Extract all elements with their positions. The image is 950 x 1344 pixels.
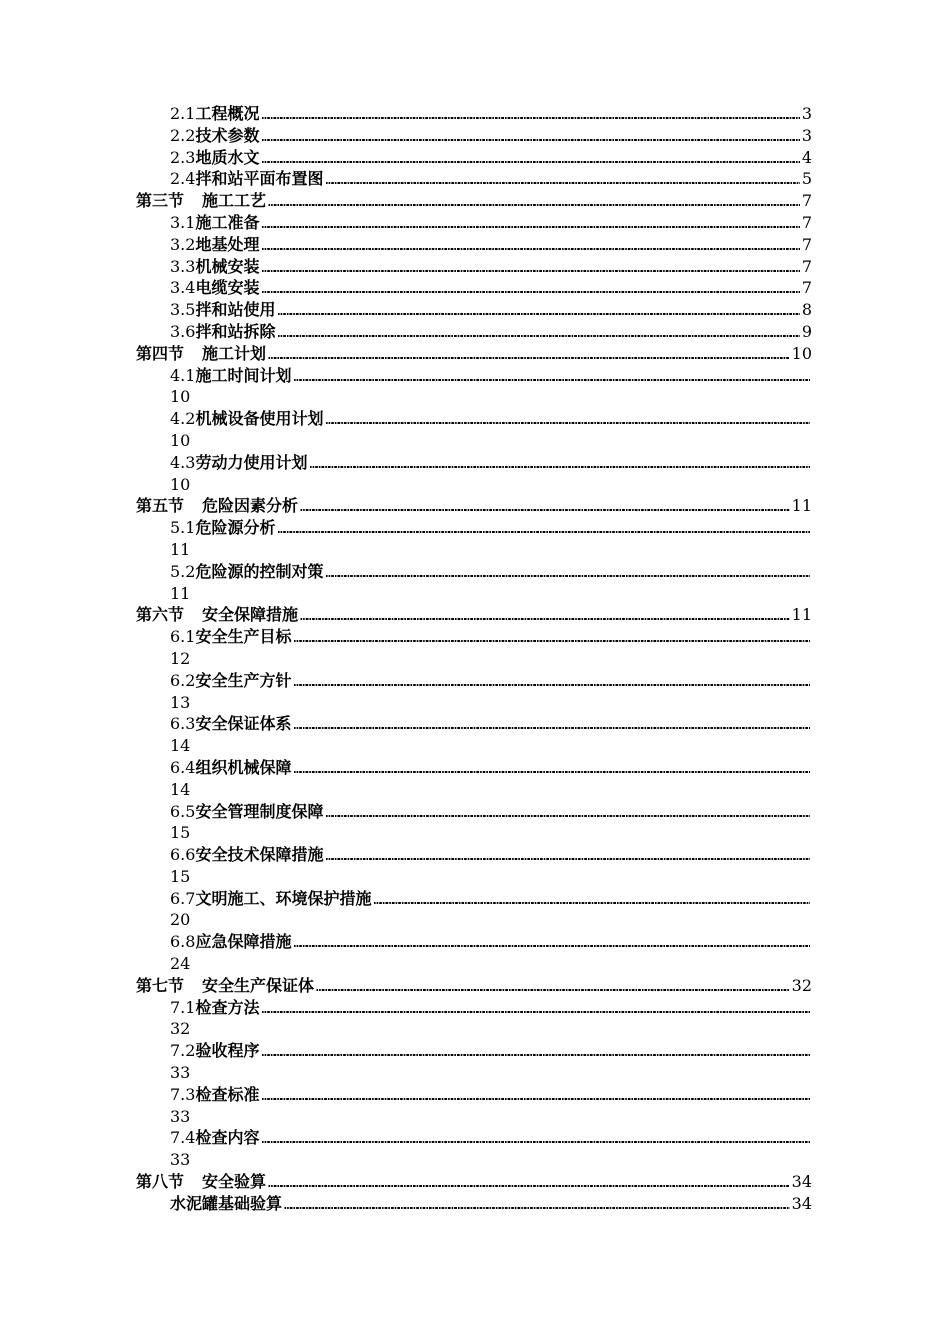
toc-page-number: 34 <box>791 1172 812 1192</box>
toc-entry-number: 第三节 <box>136 191 185 211</box>
toc-entry-number: 3.1 <box>170 212 196 232</box>
toc-entry-title: 拌和站平面布置图 <box>195 169 324 189</box>
toc-page-number: 5 <box>801 169 812 189</box>
toc-dot-leader <box>268 1173 790 1195</box>
toc-dot-leader <box>277 301 799 323</box>
toc-entry-number: 第五节 <box>136 496 185 516</box>
toc-entry-title: 机械安装 <box>195 256 260 276</box>
toc-subsection-entry[interactable] <box>136 517 812 539</box>
toc-entry-number: 2.4 <box>170 169 196 189</box>
toc-dot-leader <box>261 214 799 236</box>
toc-entry-title: 施工时间计划 <box>195 365 292 385</box>
toc-page-number: 20 <box>170 910 191 930</box>
toc-subsection-entry[interactable] <box>136 1127 812 1149</box>
toc-entry-number: 5.1 <box>170 518 196 538</box>
toc-section-entry[interactable] <box>136 343 812 365</box>
toc-entry-title: 拌和站使用 <box>195 300 276 320</box>
toc-subsection-entry[interactable] <box>136 452 812 474</box>
toc-entry-title: 施工工艺 <box>202 191 267 211</box>
toc-subsection-entry[interactable] <box>136 670 812 692</box>
toc-entry-number: 6.2 <box>170 670 196 690</box>
toc-entry-number: 2.3 <box>170 147 196 167</box>
toc-dot-leader <box>325 803 810 825</box>
toc-page-number: 7 <box>801 278 812 298</box>
toc-page-number: 7 <box>801 191 812 211</box>
toc-subsection-entry[interactable] <box>136 168 812 190</box>
toc-entry-number: 6.3 <box>170 714 196 734</box>
toc-subsection-entry[interactable] <box>136 757 812 779</box>
toc-dot-leader <box>261 999 810 1021</box>
toc-entry-number: 7.4 <box>170 1128 196 1148</box>
toc-entry-title: 验收程序 <box>195 1041 260 1061</box>
toc-entry-title: 安全技术保障措施 <box>195 845 324 865</box>
toc-subsection-entry[interactable] <box>136 103 812 125</box>
toc-page-number: 3 <box>801 104 812 123</box>
toc-subsection-entry[interactable] <box>136 888 812 910</box>
toc-entry-number: 4.1 <box>170 365 196 385</box>
toc-page-number: 32 <box>170 1019 191 1039</box>
toc-entry-title: 技术参数 <box>195 125 260 145</box>
toc-page-number: 3 <box>801 125 812 145</box>
toc-entry-title: 安全保障措施 <box>202 605 299 625</box>
toc-entry-number: 3.5 <box>170 300 196 320</box>
toc-entry-number: 5.2 <box>170 561 196 581</box>
toc-section-entry[interactable] <box>136 604 812 626</box>
toc-dot-leader <box>325 563 810 585</box>
toc-entry-title: 地质水文 <box>195 147 260 167</box>
toc-subsection-entry[interactable] <box>136 408 812 430</box>
toc-entry-title: 施工准备 <box>195 212 260 232</box>
toc-entry-title: 危险因素分析 <box>202 496 299 516</box>
toc-dot-leader <box>373 890 810 912</box>
toc-entry-title: 危险源的控制对策 <box>195 561 324 581</box>
toc-entry-number: 6.5 <box>170 801 196 821</box>
toc-page-number: 8 <box>801 300 812 320</box>
toc-entry-title: 安全管理制度保障 <box>195 801 324 821</box>
toc-entry-title: 组织机械保障 <box>195 757 292 777</box>
toc-dot-leader <box>300 497 790 519</box>
toc-dot-leader <box>261 258 799 280</box>
toc-entry-title: 文明施工、环境保护措施 <box>195 888 372 908</box>
toc-entry-number: 6.6 <box>170 845 196 865</box>
toc-subsection-entry[interactable] <box>136 997 812 1019</box>
toc-page-number: 33 <box>170 1063 191 1083</box>
toc-entry-title: 应急保障措施 <box>195 932 292 952</box>
toc-page-number: 9 <box>801 321 812 341</box>
toc-page-number: 10 <box>170 474 191 494</box>
toc-dot-leader <box>325 170 799 192</box>
toc-page-number: 11 <box>170 539 191 559</box>
toc-entry-title: 检查标准 <box>195 1084 260 1104</box>
toc-page-number: 13 <box>170 692 191 712</box>
toc-entry-title: 安全生产保证体 <box>202 975 315 995</box>
toc-subsection-entry[interactable] <box>136 321 812 343</box>
toc-entry-title: 安全生产方针 <box>195 670 292 690</box>
toc-entry-title: 工程概况 <box>195 104 260 123</box>
toc-entry-number: 2.2 <box>170 125 196 145</box>
toc-entry-title: 劳动力使用计划 <box>195 452 308 472</box>
toc-page-number: 10 <box>791 343 812 363</box>
toc-dot-leader <box>261 127 799 149</box>
toc-page-number: 11 <box>791 496 812 516</box>
toc-entry-title: 安全验算 <box>202 1172 267 1192</box>
toc-dot-leader <box>293 759 810 781</box>
toc-dot-leader <box>300 606 790 628</box>
toc-dot-leader <box>261 236 799 258</box>
toc-entry-title: 水泥罐基础验算 <box>170 1193 283 1213</box>
toc-page-number: 33 <box>170 1106 191 1126</box>
toc-dot-leader <box>261 1086 810 1108</box>
toc-entry-title: 安全生产目标 <box>195 627 292 647</box>
toc-dot-leader <box>268 192 800 214</box>
toc-page-number: 33 <box>170 1150 191 1170</box>
toc-entry-number: 3.2 <box>170 234 196 254</box>
toc-entry-title: 危险源分析 <box>195 518 276 538</box>
toc-entry-number: 7.2 <box>170 1041 196 1061</box>
toc-section-entry[interactable] <box>136 1171 812 1193</box>
toc-page-number: 11 <box>791 605 812 625</box>
toc-dot-leader <box>277 323 799 345</box>
toc-dot-leader <box>261 1129 810 1151</box>
toc-dot-leader <box>277 519 810 541</box>
toc-entry-number: 3.6 <box>170 321 196 341</box>
toc-subsection-entry[interactable] <box>136 234 812 256</box>
toc-page-number: 24 <box>170 954 191 974</box>
toc-subsection-entry[interactable] <box>136 931 812 953</box>
toc-entry-number: 2.1 <box>170 104 196 123</box>
toc-entry-number: 3.3 <box>170 256 196 276</box>
table-of-contents <box>136 103 812 1215</box>
toc-entry-title: 电缆安装 <box>195 278 260 298</box>
toc-subsection-entry[interactable] <box>136 561 812 583</box>
toc-subsection-entry[interactable] <box>136 125 812 147</box>
toc-entry-number: 第四节 <box>136 343 185 363</box>
toc-section-entry[interactable] <box>136 495 812 517</box>
toc-dot-leader <box>293 367 810 389</box>
toc-dot-leader <box>293 672 810 694</box>
toc-section-entry[interactable] <box>136 190 812 212</box>
toc-dot-leader <box>261 149 799 171</box>
toc-page-number: 10 <box>170 387 191 407</box>
toc-subsection-entry[interactable] <box>136 277 812 299</box>
toc-dot-leader <box>293 715 810 737</box>
toc-entry-number: 第六节 <box>136 605 185 625</box>
toc-dot-leader <box>261 1042 810 1064</box>
toc-entry-number: 4.3 <box>170 452 196 472</box>
toc-page-number: 32 <box>791 975 812 995</box>
toc-entry-number: 3.4 <box>170 278 196 298</box>
toc-entry-number: 7.3 <box>170 1084 196 1104</box>
toc-page-number: 4 <box>801 147 812 167</box>
toc-entry-title: 检查内容 <box>195 1128 260 1148</box>
toc-subsection-entry[interactable] <box>136 801 812 823</box>
toc-subsection-entry[interactable] <box>136 299 812 321</box>
toc-page-number: 7 <box>801 234 812 254</box>
toc-dot-leader <box>268 345 790 367</box>
toc-entry-number: 第八节 <box>136 1172 185 1192</box>
toc-section-entry[interactable] <box>136 975 812 997</box>
toc-entry-title: 安全保证体系 <box>195 714 292 734</box>
toc-page-number: 7 <box>801 212 812 232</box>
toc-subsection-entry[interactable] <box>136 1040 812 1062</box>
toc-entry-number: 第七节 <box>136 975 185 995</box>
toc-dot-leader <box>309 454 810 476</box>
toc-subsection-entry[interactable] <box>136 365 812 387</box>
toc-entry-title: 地基处理 <box>195 234 260 254</box>
toc-page-number: 10 <box>170 430 191 450</box>
toc-entry-number: 7.1 <box>170 997 196 1017</box>
toc-page-number: 7 <box>801 256 812 276</box>
toc-subsection-entry[interactable] <box>136 256 812 278</box>
toc-subsection-entry[interactable] <box>136 1193 812 1215</box>
toc-page-number: 14 <box>170 736 191 756</box>
toc-entry-title: 施工计划 <box>202 343 267 363</box>
toc-entry-number: 6.7 <box>170 888 196 908</box>
toc-subsection-entry[interactable] <box>136 147 812 169</box>
toc-entry-title: 拌和站拆除 <box>195 321 276 341</box>
toc-dot-leader <box>325 410 810 432</box>
toc-dot-leader <box>293 628 810 650</box>
toc-dot-leader <box>284 1195 790 1217</box>
toc-subsection-entry[interactable] <box>136 1084 812 1106</box>
toc-subsection-entry[interactable] <box>136 212 812 234</box>
toc-subsection-entry[interactable] <box>136 626 812 648</box>
toc-entry-number: 6.8 <box>170 932 196 952</box>
toc-page-number: 12 <box>170 648 191 668</box>
toc-dot-leader <box>293 933 810 955</box>
toc-entry-title: 检查方法 <box>195 997 260 1017</box>
toc-entry-number: 4.2 <box>170 409 196 429</box>
toc-page-number: 15 <box>170 823 191 843</box>
toc-subsection-entry[interactable] <box>136 713 812 735</box>
toc-dot-leader <box>325 846 810 868</box>
toc-page-number: 11 <box>170 583 191 603</box>
toc-entry-number: 6.1 <box>170 627 196 647</box>
toc-page-number: 34 <box>791 1193 812 1213</box>
toc-dot-leader <box>316 977 790 999</box>
toc-page-number: 15 <box>170 866 191 886</box>
toc-page-number: 14 <box>170 779 191 799</box>
toc-entry-number: 6.4 <box>170 757 196 777</box>
toc-subsection-entry[interactable] <box>136 844 812 866</box>
toc-dot-leader <box>261 105 799 127</box>
toc-entry-title: 机械设备使用计划 <box>195 409 324 429</box>
toc-dot-leader <box>261 279 799 301</box>
